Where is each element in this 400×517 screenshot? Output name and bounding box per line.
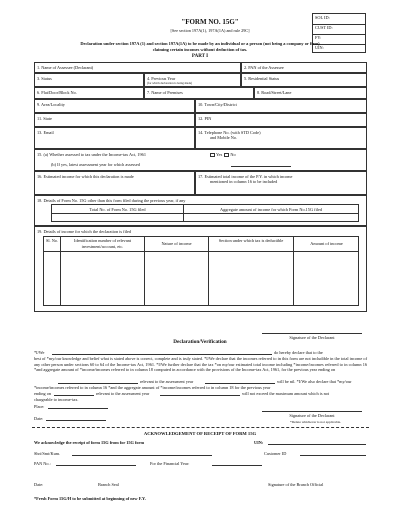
form15g-filed-section: 18. Details of Form No. 15G other than this form filed during the previous year, if any Total No. of Form No. 15G filed Aggregate amount of income for which Form No.15G filed — [34, 195, 367, 226]
col-nature: Nature of income — [161, 241, 192, 246]
part-title: PART I — [191, 54, 209, 59]
state-field[interactable]: 11. State — [34, 113, 195, 127]
col-identification: Identification number of relevant investment/account, etc. — [74, 238, 131, 249]
declaration-heading-1: Declaration under section 197A (1) and section 197A(1A) to be made by an individual or a person (not being a company or firm) — [80, 41, 320, 46]
ack-name-label: Shri/Smt/Kum. — [34, 451, 61, 456]
ack-uin-label: UIN: — [254, 440, 264, 445]
uin-label: UIN: — [315, 45, 324, 50]
form15g-filed-table: Total No. of Form No. 15G filed Aggregate amount of income for which Form No.15G filed — [51, 204, 359, 222]
signature-declarant-2: Signature of the Declarant — [289, 413, 335, 418]
pan-field[interactable]: 2. PAN of the Assessee — [241, 62, 367, 73]
income-details-section: 19. Details of income for which the declaration is filed Sl. No. Identification number of relevant investment/account, etc. Nature of income Section under which tax is deductible Amount of income — [34, 226, 367, 312]
premises-field[interactable]: 7. Name of Premises — [144, 87, 254, 99]
name-field[interactable]: 1. Name of Assessee (Declarant) — [34, 62, 241, 73]
estimated-income-field[interactable]: 16. Estimated income for which this declaration is made — [34, 171, 195, 195]
pin-field[interactable]: 12. PIN — [195, 113, 367, 127]
road-field[interactable]: 8. Road/Street/Lane — [254, 87, 367, 99]
ack-fy-label: For the Financial Year: — [150, 461, 190, 466]
status-field[interactable]: 3. Status — [34, 73, 144, 87]
flat-field[interactable]: 6. Flat/Door/Block No. — [34, 87, 144, 99]
previous-year-field[interactable]: 4. Previous Year (for which declaration is being made) — [144, 73, 241, 87]
telephone-field[interactable]: 14. Telephone No. (with STD Code) and Mobile No. — [195, 127, 367, 149]
ack-receipt: We acknowledge the receipt of form 15G from for 15G form — [34, 440, 145, 445]
cut-line — [32, 427, 369, 428]
declaration-title: Declaration/Verification — [173, 339, 227, 345]
email-field[interactable]: 13. Email — [34, 127, 195, 149]
col-amount: Amount of income — [310, 241, 343, 246]
delete-note: *Delete whichever is not applicable. — [290, 420, 342, 424]
declaration-heading-2: claiming certain incomes without deduction of tax. — [152, 47, 248, 52]
col-sl-no: Sl. No. — [45, 238, 59, 243]
ack-note: *Fresh Form 15G/H to be submitted at beginning of new F.Y. — [34, 496, 146, 501]
town-field[interactable]: 10. Town/City/District — [195, 99, 367, 113]
estimated-total-income-field[interactable]: 17. Estimated total income of the P.Y. in which income mentioned in column 16 to be included — [195, 171, 367, 195]
area-field[interactable]: 9. Area/Locality — [34, 99, 195, 113]
declaration-body: best of *my/our knowledge and belief what is stated above is correct, complete and is truly stated. *I/We declare that the incomes referred to in this form are not includible in the total income of any other person under sections 60 to 64 of the Income-tax Act, 1961. *I/We further declare that the tax *on my/our estimated total income including *income/incomes referred to in column 16 *and aggregate amount of *income/incomes referred to in column 18 computed in accordance with the provisions of the Income-tax Act, 1961, for the previous year ending on — [34, 356, 367, 373]
sol-id-label: SOL ID: — [315, 15, 330, 20]
form-title: "FORM NO. 15G" — [181, 18, 239, 26]
place-label: Place: — [34, 404, 45, 409]
ack-branch-signature: Signature of the Branch Official — [268, 482, 324, 487]
ack-title: ACKNOWLEDGEMENT OF RECEIPT OF FORM 15G — [143, 431, 257, 436]
no-checkbox[interactable] — [224, 153, 229, 157]
ack-branch-seal: Branch Seal — [98, 482, 119, 487]
signature-declarant-1: Signature of the Declarant — [289, 335, 335, 340]
fy-label: FY: — [315, 35, 322, 40]
assessed-field: 15. (a) Whether assessed to tax under the Income-tax Act, 1961 Yes No (b) If yes, latest assessment year for which assessed — [34, 149, 367, 171]
cust-id-label: CUST ID: — [315, 25, 333, 30]
income-details-table — [43, 236, 359, 306]
form-subtitle: [See section 197A(1), 197A(1A) and rule 29C] — [170, 28, 250, 33]
ack-date-label: Date: — [34, 482, 44, 487]
yes-checkbox[interactable] — [210, 153, 215, 157]
date-label: Date: — [34, 416, 44, 421]
residential-status-field[interactable]: 5. Residential Status — [241, 73, 367, 87]
ack-customer-label: Customer ID — [264, 451, 287, 456]
ack-pan-label: PAN No.: — [34, 461, 51, 466]
col-section: Section under which tax is deductible — [218, 238, 284, 243]
